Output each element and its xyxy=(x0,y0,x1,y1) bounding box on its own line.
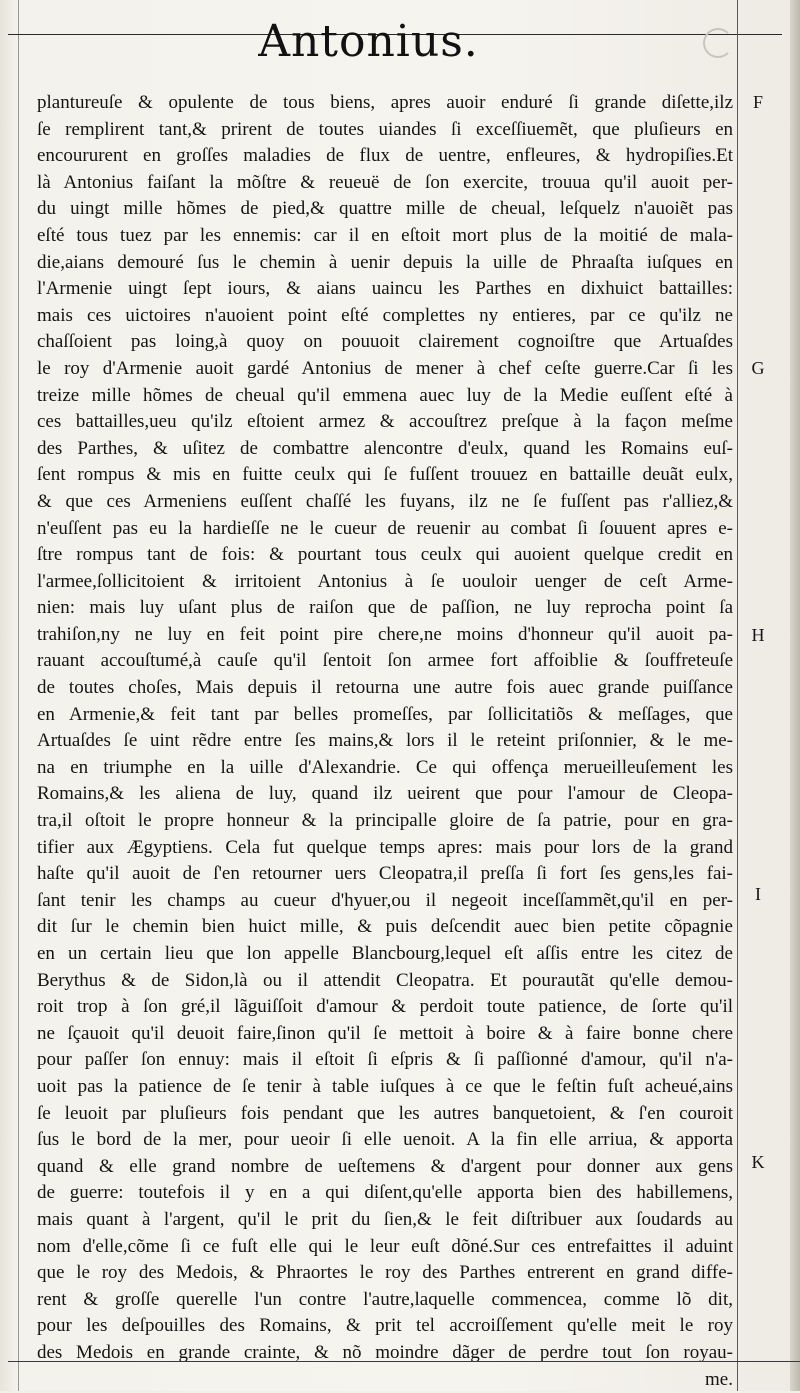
margin-rule xyxy=(737,0,738,1391)
text-line: ſtre rompus tant de fois: & pourtant tous ceulx qui auoient quelque credit en xyxy=(37,542,733,569)
text-line: en un certain lieu que lon appelle Blancbourg,lequel eſt aſſis entre les citez de xyxy=(37,941,733,968)
text-line: plantureuſe & opulente de tous biens, apres auoir enduré ſi grande diſette,ilz xyxy=(37,90,733,117)
text-line: n'euſſent pas eu la hardieſſe ne le cueur de reuenir au combat ſi ſouuent apres e- xyxy=(37,516,733,543)
text-line: haſte qu'il auoit de ſ'en retourner uers Cleopatra,il preſſa ſi fort ſes gens,les fai- xyxy=(37,861,733,888)
text-line: chaſſoient pas loing,à quoy on pouuoit clairement cognoiſtre que Artuaſdes xyxy=(37,329,733,356)
text-line: des Parthes, & uſitez de combattre alencontre d'eulx, quand les Romains euſ- xyxy=(37,436,733,463)
text-line: trahiſon,ny ne luy en feit point pire chere,ne moins d'honneur qu'il auoit pa- xyxy=(37,622,733,649)
text-line: de toutes choſes, Mais depuis il retourna une autre fois auec grande puiſſance xyxy=(37,675,733,702)
text-line: rent & groſſe querelle l'un contre l'autre,laquelle commencea, comme lõ dit, xyxy=(37,1287,733,1314)
text-line: ſe remplirent tant,& prirent de toutes uiandes ſi exceſſiuemẽt, que pluſieurs en xyxy=(37,117,733,144)
margin-marker-h: H xyxy=(746,625,770,646)
text-line: Artuaſdes ſe uint rẽdre entre ſes mains,& lors il le reteint priſonnier, & le me- xyxy=(37,728,733,755)
text-line: pour les deſpouilles des Romains, & prit tel accroiſſement qu'elle meit le roy xyxy=(37,1313,733,1340)
body-text xyxy=(37,90,733,1393)
text-line: Berythus & de Sidon,là ou il attendit Cleopatra. Et pourautãt qu'elle demou- xyxy=(37,968,733,995)
text-line: le roy d'Armenie auoit gardé Antonius de mener à chef ceſte guerre.Car ſi les xyxy=(37,356,733,383)
text-line: die,aians demouré ſus le chemin à uenir depuis la uille de Phraaſta iuſques en xyxy=(37,250,733,277)
footer-rule xyxy=(8,1361,800,1362)
text-line: roit trop à ſon gré,il lãguiſſoit d'amour & perdoit toute patience, de ſorte qu'il xyxy=(37,994,733,1021)
text-line: ſant tenir les champs au cueur d'hyuer,ou il negeoit inceſſammẽt,qu'il en per- xyxy=(37,888,733,915)
margin-marker-i: I xyxy=(746,884,770,905)
text-line: de guerre: toutefois il y en a qui diſent,qu'elle apporta bien des habillemens, xyxy=(37,1180,733,1207)
text-line: du uingt mille hõmes de pied,& quattre mille de cheual, leſquelz n'auoiẽt pas xyxy=(37,196,733,223)
text-line: ne ſçauoit qu'il deuoit faire,ſinon qu'il ſe mettoit à boire & à faire bonne chere xyxy=(37,1021,733,1048)
text-line: nom d'elle,cõme ſi ce fuſt elle qui le leur euſt dõné.Sur ces entrefaittes il aduint xyxy=(37,1234,733,1261)
text-line: encoururent en groſſes maladies de flux de uentre, enfleures, & hydropiſies.Et xyxy=(37,143,733,170)
text-line: l'Armenie uingt ſept iours, & aians uaincu les Parthes en dixhuict battailles: xyxy=(37,276,733,303)
text-line: ces battailles,ueu qu'ilz eſtoient armez & accouſtrez preſque à la façon meſme xyxy=(37,409,733,436)
text-line: uoit pas la patience de ſe tenir à table iuſques à ce que le feſtin fuſt acheué,ains xyxy=(37,1074,733,1101)
text-line: & que ces Armeniens euſſent chaſſé les fuyans, ilz ne ſe fuſſent pas r'alliez,& xyxy=(37,489,733,516)
text-line: ſent rompus & mis en fuitte ceulx qui ſe fuſſent trouuez en battaille deuãt eulx, xyxy=(37,462,733,489)
page-edge xyxy=(790,0,800,1391)
text-line: treize mille hõmes de cheual qu'il emmena auec luy de la Medie euſſent eſté à xyxy=(37,383,733,410)
text-line: que le roy des Medois, & Phraortes le roy des Parthes entrerent en grand diffe- xyxy=(37,1260,733,1287)
text-line: eſté tous tuez par les ennemis: car il en eſtoit mort plus de la moitié de mala- xyxy=(37,223,733,250)
text-line: mais quant à l'argent, qu'il le prit du ſien,& le feit diſtribuer aux ſoudards au xyxy=(37,1207,733,1234)
text-line: pour paſſer ſon ennuy: mais il eſtoit ſi eſpris & ſi paſſionné d'amour, qu'il n'a- xyxy=(37,1047,733,1074)
text-line: ſe leuoit par pluſieurs fois pendant que les autres banquetoient, & ſ'en couroit xyxy=(37,1101,733,1128)
gutter-shadow-line xyxy=(18,0,19,1391)
text-line: tifier aux Ægyptiens. Cela fut quelque temps apres: mais pour lors de la grand xyxy=(37,835,733,862)
running-head: Antonius. xyxy=(0,16,737,68)
text-line: dit ſur le chemin bien huict mille, & puis deſcendit auec bien petite cõpagnie xyxy=(37,914,733,941)
text-line: Romains,& les aliena de luy, quand ilz ueirent que pour l'amour de Cleopa- xyxy=(37,781,733,808)
text-line: na en triumphe en la uille d'Alexandrie. Ce qui offença merueilleuſement les xyxy=(37,755,733,782)
text-line: là Antonius faiſant la mõſtre & reueuë de ſon exercite, trouua qu'il auoit per- xyxy=(37,170,733,197)
text-line: tra,il oſtoit le propre honneur & la principalle gloire de ſa patrie, pour en gra- xyxy=(37,808,733,835)
text-line: des Medois en grande crainte, & nõ moindre dãger de perdre tout ſon royau- xyxy=(37,1340,733,1367)
margin-marker-f: F xyxy=(746,92,770,113)
text-line: ſus le bord de la mer, pour ueoir ſi elle uenoit. A la fin elle arriua, & apporta xyxy=(37,1127,733,1154)
text-line: quand & elle grand nombre de ueſtemens & d'argent pour donner aux gens xyxy=(37,1154,733,1181)
text-line: me. xyxy=(37,1367,733,1393)
margin-marker-g: G xyxy=(746,358,770,379)
text-line: rauant accouſtumé,à cauſe qu'il ſentoit ſon armee fort affoiblie & ſouffreteuſe xyxy=(37,648,733,675)
text-line: nien: mais luy uſant plus de raiſon que de paſſion, ne luy reprocha point ſa xyxy=(37,595,733,622)
text-line: l'armee,ſollicitoient & irritoient Antonius à ſe uouloir uenger de ceſt Arme- xyxy=(37,569,733,596)
text-line: en Armenie,& feit tant par belles promeſſes, par ſollicitatiõs & meſſages, que xyxy=(37,702,733,729)
margin-marker-k: K xyxy=(746,1152,770,1173)
text-line: mais ces uictoires n'auoient point eſté complettes ny entieres, par ce qu'ilz ne xyxy=(37,303,733,330)
